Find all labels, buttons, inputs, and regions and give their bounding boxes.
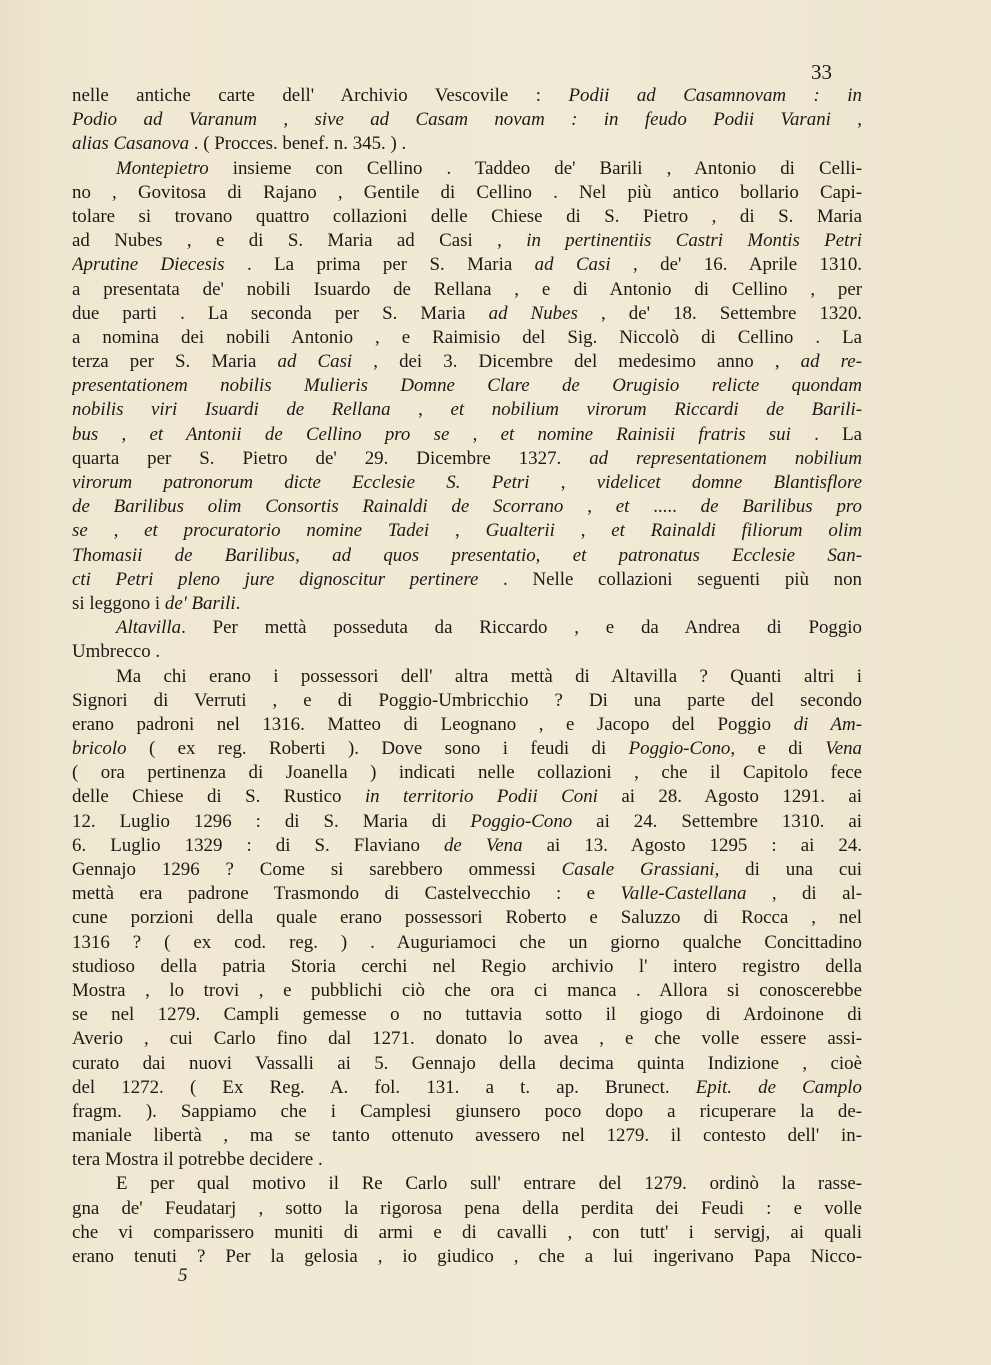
text-line: nelle antiche carte dell' Archivio Vescovile : Podii ad Casamnovam : in [72,85,862,106]
text-line: ( ora pertinenza di Joanella ) indicati nelle collazioni , che il Capitolo fece [72,762,862,784]
text-line: erano padroni nel 1316. Matteo di Leognano , e Jacopo del Poggio di Am- [72,713,862,735]
text-line: no , Govitosa di Rajano , Gentile di Cellino . Nel più antico bollario Capi- [72,181,862,203]
text-line: alias Casanova . ( Procces. benef. n. 345. ) . [72,133,407,155]
text-line: presentationem nobilis Mulieris Domne Clare de Orugisio relicte quondam [72,375,862,397]
text-line: se nel 1279. Campli gemesse o no tuttavia sotto il giogo di Ardoinone di [72,1004,862,1026]
text-line: virorum patronorum dicte Ecclesie S. Petri , videlicet domne Blantisflore [72,472,862,493]
text-line: Mostra , lo trovi , e pubblichi ciò che ora ci manca . Allora si conoscerebbe [72,979,862,1001]
text-line: del 1272. ( Ex Reg. A. fol. 131. a t. ap. Brunect. Epit. de Camplo [72,1076,862,1098]
text-line: Altavilla. Per mettà posseduta da Riccardo , e da Andrea di Poggio [116,617,862,639]
text-line: Montepietro insieme con Cellino . Taddeo de' Barili , Antonio di Celli- [116,157,862,179]
text-line: terza per S. Maria ad Casi , dei 3. Dicembre del medesimo anno , ad re- [72,351,862,373]
text-line: bricolo ( ex reg. Roberti ). Dove sono i feudi di Poggio-Cono, e di Vena [72,738,862,760]
text-line: Thomasii de Barilibus, ad quos presentatio, et patronatus Ecclesie San- [72,544,862,566]
text-line: Umbrecco . [72,641,161,663]
text-line: 1316 ? ( ex cod. reg. ) . Auguriamoci che un giorno qualche Concittadino [72,931,862,953]
text-line: cune porzioni della quale erano possessori Roberto e Saluzzo di Rocca , nel [72,907,862,929]
text-line: curato dai nuovi Vassalli ai 5. Gennajo della decima quinta Indizione , cioè [72,1052,862,1074]
text-line: a presentata de' nobili Isuardo de Rellana , e di Antonio di Cellino , per [72,278,862,300]
signature-mark: 5 [178,1265,188,1286]
text-line: tera Mostra il potrebbe decidere . [72,1149,323,1171]
text-line: mettà era padrone Trasmondo di Castelvecchio : e Valle-Castellana , di al- [72,883,862,905]
text-line: si leggono i de' Barili. [72,592,241,614]
text-line: E per qual motivo il Re Carlo sull' entrare del 1279. ordinò la rasse- [116,1173,862,1195]
text-line: due parti . La seconda per S. Maria ad Nubes , de' 18. Settembre 1320. [72,302,862,324]
text-line: tolare si trovano quattro collazioni delle Chiese di S. Pietro , di S. Maria [72,205,862,227]
text-line: 12. Luglio 1296 : di S. Maria di Poggio-Cono ai 24. Settembre 1310. ai [72,810,862,832]
text-line: Aprutine Diecesis . La prima per S. Maria ad Casi , de' 16. Aprile 1310. [72,254,862,276]
text-line: cti Petri pleno jure dignoscitur pertinere . Nelle collazioni seguenti più non [72,568,862,590]
text-line: 6. Luglio 1329 : di S. Flaviano de Vena ai 13. Agosto 1295 : ai 24. [72,834,862,856]
text-line: studioso della patria Storia cerchi nel Regio archivio l' intero registro della [72,955,862,977]
text-line: se , et procuratorio nomine Tadei , Gualterii , et Rainaldi filiorum olim [72,520,862,542]
page-number: 33 [811,60,832,84]
text-line: fragm. ). Sappiamo che i Camplesi giunsero poco dopo a ricuperare la de- [72,1100,862,1122]
text-line: Ma chi erano i possessori dell' altra mettà di Altavilla ? Quanti altri i [116,665,862,687]
text-line: bus , et Antonii de Cellino pro se , et nomine Rainisii fratris sui . La [72,423,862,445]
text-line: maniale libertà , ma se tanto ottenuto avessero nel 1279. il contesto dell' in- [72,1125,862,1147]
text-line: delle Chiese di S. Rustico in territorio Podii Coni ai 28. Agosto 1291. ai [72,786,862,808]
text-line: de Barilibus olim Consortis Rainaldi de Scorrano , et ..... de Barilibus pro [72,496,862,518]
text-line: erano tenuti ? Per la gelosia , io giudico , che a lui ingerivano Papa Nicco- [72,1246,862,1267]
text-line: Averio , cui Carlo fino dal 1271. donato lo avea , e che volle essere assi- [72,1028,862,1050]
text-line: Signori di Verruti , e di Poggio-Umbricchio ? Di una parte del secondo [72,689,862,711]
text-line: gna de' Feudatarj , sotto la rigorosa pena della perdita dei Feudi : e volle [72,1197,862,1219]
text-line: quarta per S. Pietro de' 29. Dicembre 1327. ad representationem nobilium [72,447,862,469]
text-line: ad Nubes , e di S. Maria ad Casi , in pertinentiis Castri Montis Petri [72,230,862,252]
text-line: che vi comparissero muniti di armi e di cavalli , con tutt' i servigj, ai quali [72,1221,862,1243]
text-line: Gennajo 1296 ? Come si sarebbero ommessi Casale Grassiani, di una cui [72,859,862,880]
text-line: a nomina dei nobili Antonio , e Raimisio del Sig. Niccolò di Cellino . La [72,326,862,348]
text-line: nobilis viri Isuardi de Rellana , et nobilium virorum Riccardi de Barili- [72,399,862,421]
text-line: Podio ad Varanum , sive ad Casam novam : in feudo Podii Varani , [72,109,862,131]
page-body-text [72,84,862,1269]
